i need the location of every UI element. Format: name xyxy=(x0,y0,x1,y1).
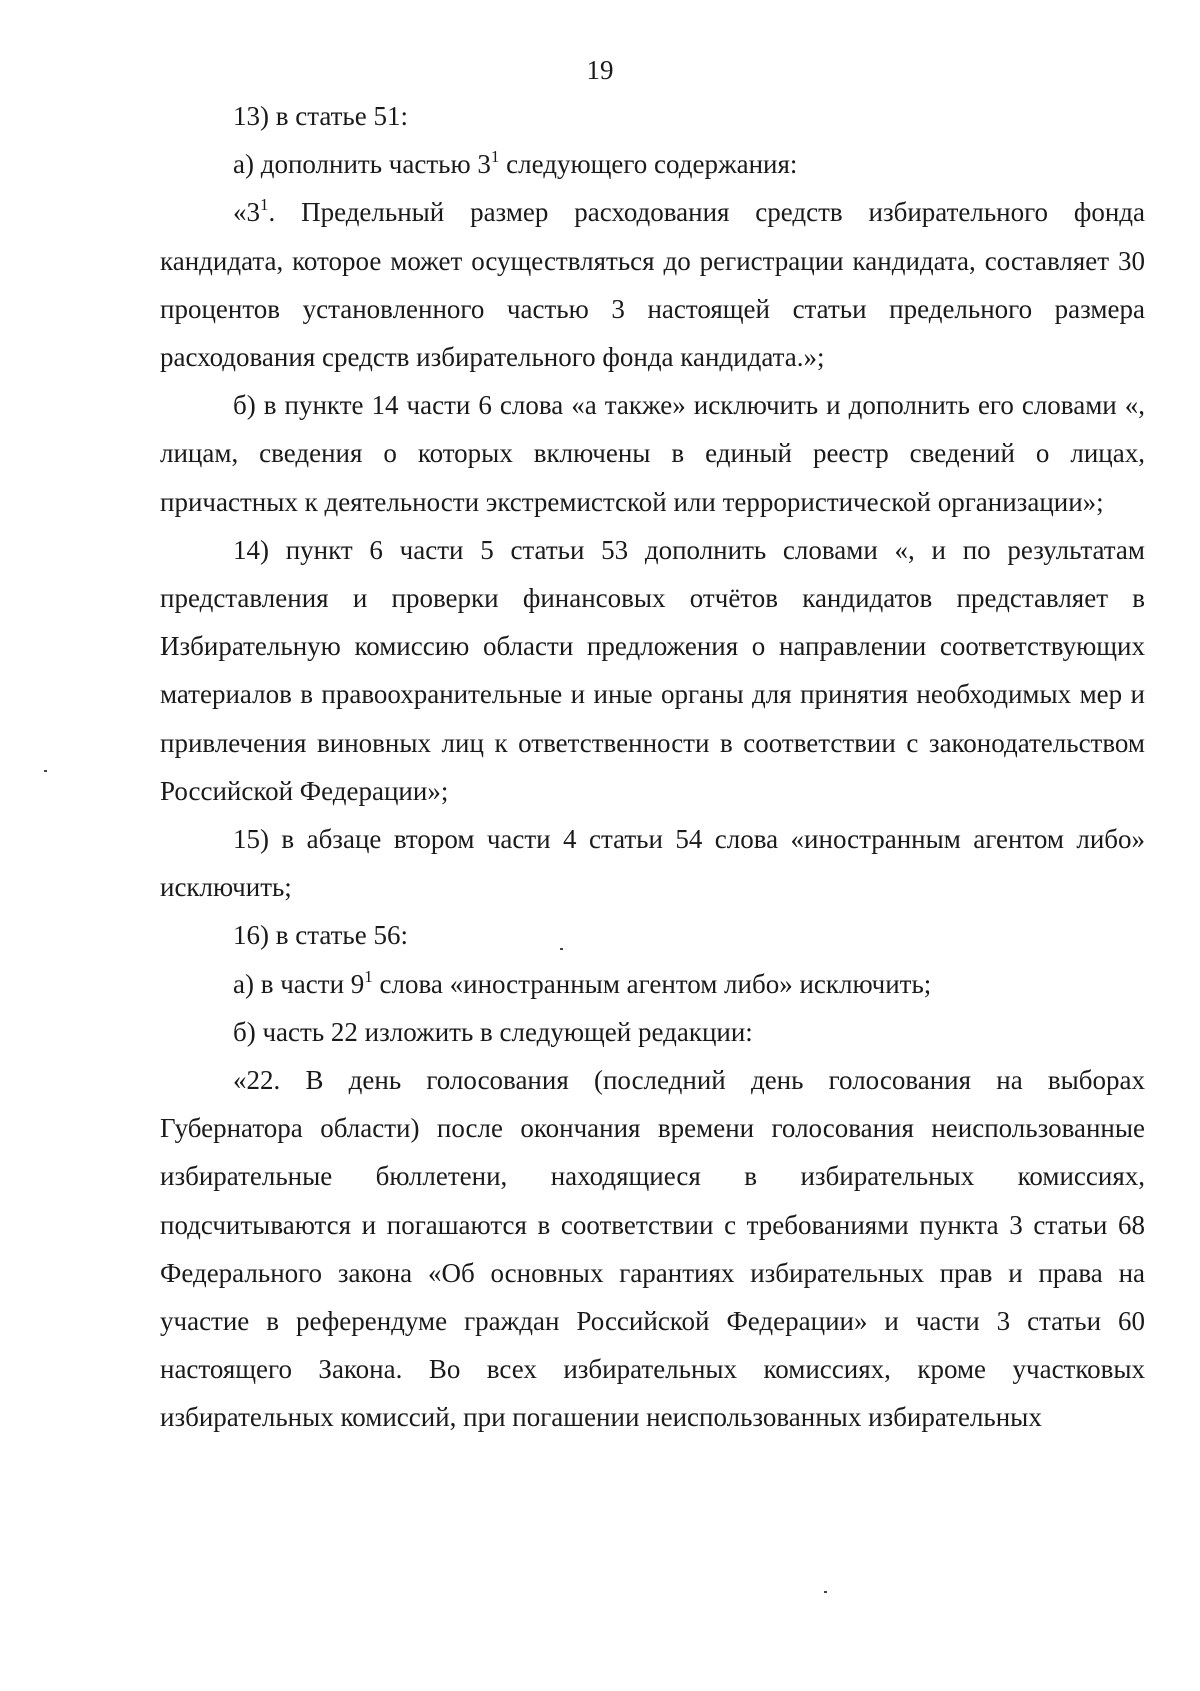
paragraph-item-15 xyxy=(160,815,1145,911)
paragraph-text: . Предельный размер расходования средств избирательного фонда кандидата, которое может осуществляться до регистрации кандидата, составляет 30 процентов установленного частью 3 настоящей статьи предельного размера расходования средств избирательного фонда кандидата.»; xyxy=(160,197,1145,373)
paragraph-text: 16) в статье 56: xyxy=(233,920,408,951)
paragraph-item-16 xyxy=(160,911,1145,959)
superscript: 1 xyxy=(364,966,373,986)
paragraph-text: б) в пункте 14 части 6 слова «а также» исключить и дополнить его словами «, лицам, сведения о которых включены в единый реестр сведений о лицах, причастных к деятельности экстремистской или террористической организации»; xyxy=(160,390,1145,517)
paragraph-item-14 xyxy=(160,526,1145,815)
paragraph-item-13 xyxy=(160,92,1145,140)
paragraph-text: слова «иностранным агентом либо» исключить; xyxy=(372,968,932,999)
paragraph-item-16a xyxy=(160,960,1145,1008)
paragraph-item-13a xyxy=(160,140,1145,188)
paragraph-text: а) дополнить частью 3 xyxy=(233,149,491,180)
paragraph-text: 14) пункт 6 части 5 статьи 53 дополнить словами «, и по результатам представления и проверки финансовых отчётов кандидатов представляет в Избирательную комиссию области предложения о направлении соответствующих материалов в правоохранительные и иные органы для принятия необходимых мер и привлечения виновных лиц к ответственности в соответствии с законодательством Российской Федерации»; xyxy=(160,534,1145,806)
paragraph-text: а) в части 9 xyxy=(233,968,365,999)
scan-speck xyxy=(560,948,563,950)
superscript: 1 xyxy=(260,195,269,215)
page-number: 19 xyxy=(586,55,614,85)
paragraph-text: «3 xyxy=(233,197,260,228)
document-body xyxy=(160,92,1145,1442)
paragraph-text: 15) в абзаце втором части 4 статьи 54 слова «иностранным агентом либо» исключить; xyxy=(160,824,1145,903)
paragraph-text: «22. В день голосования (последний день голосования на выборах Губернатора области) после окончания времени голосования неиспользованные избирательные бюллетени, находящиеся в избирательных комиссиях, подсчитываются и погашаются в соответствии с требованиями пункта 3 статьи 68 Федерального закона «Об основных гарантиях избирательных прав и права на участие в референдуме граждан Российской Федерации» и части 3 статьи 60 настоящего Закона. Во всех избирательных комиссиях, кроме участковых избирательных комиссий, при погашении неиспользованных избирательных xyxy=(160,1065,1145,1433)
paragraph-text: следующего содержания: xyxy=(499,149,798,180)
superscript: 1 xyxy=(490,147,500,167)
paragraph-item-16b xyxy=(160,1008,1145,1056)
paragraph-part-3-1 xyxy=(160,188,1145,381)
scan-speck xyxy=(824,1591,827,1593)
paragraph-text: 13) в статье 51: xyxy=(233,101,408,131)
paragraph-text: б) часть 22 изложить в следующей редакции: xyxy=(233,1016,753,1047)
paragraph-item-13b xyxy=(160,381,1145,526)
paragraph-part-22 xyxy=(160,1056,1145,1442)
scan-speck xyxy=(44,770,47,772)
